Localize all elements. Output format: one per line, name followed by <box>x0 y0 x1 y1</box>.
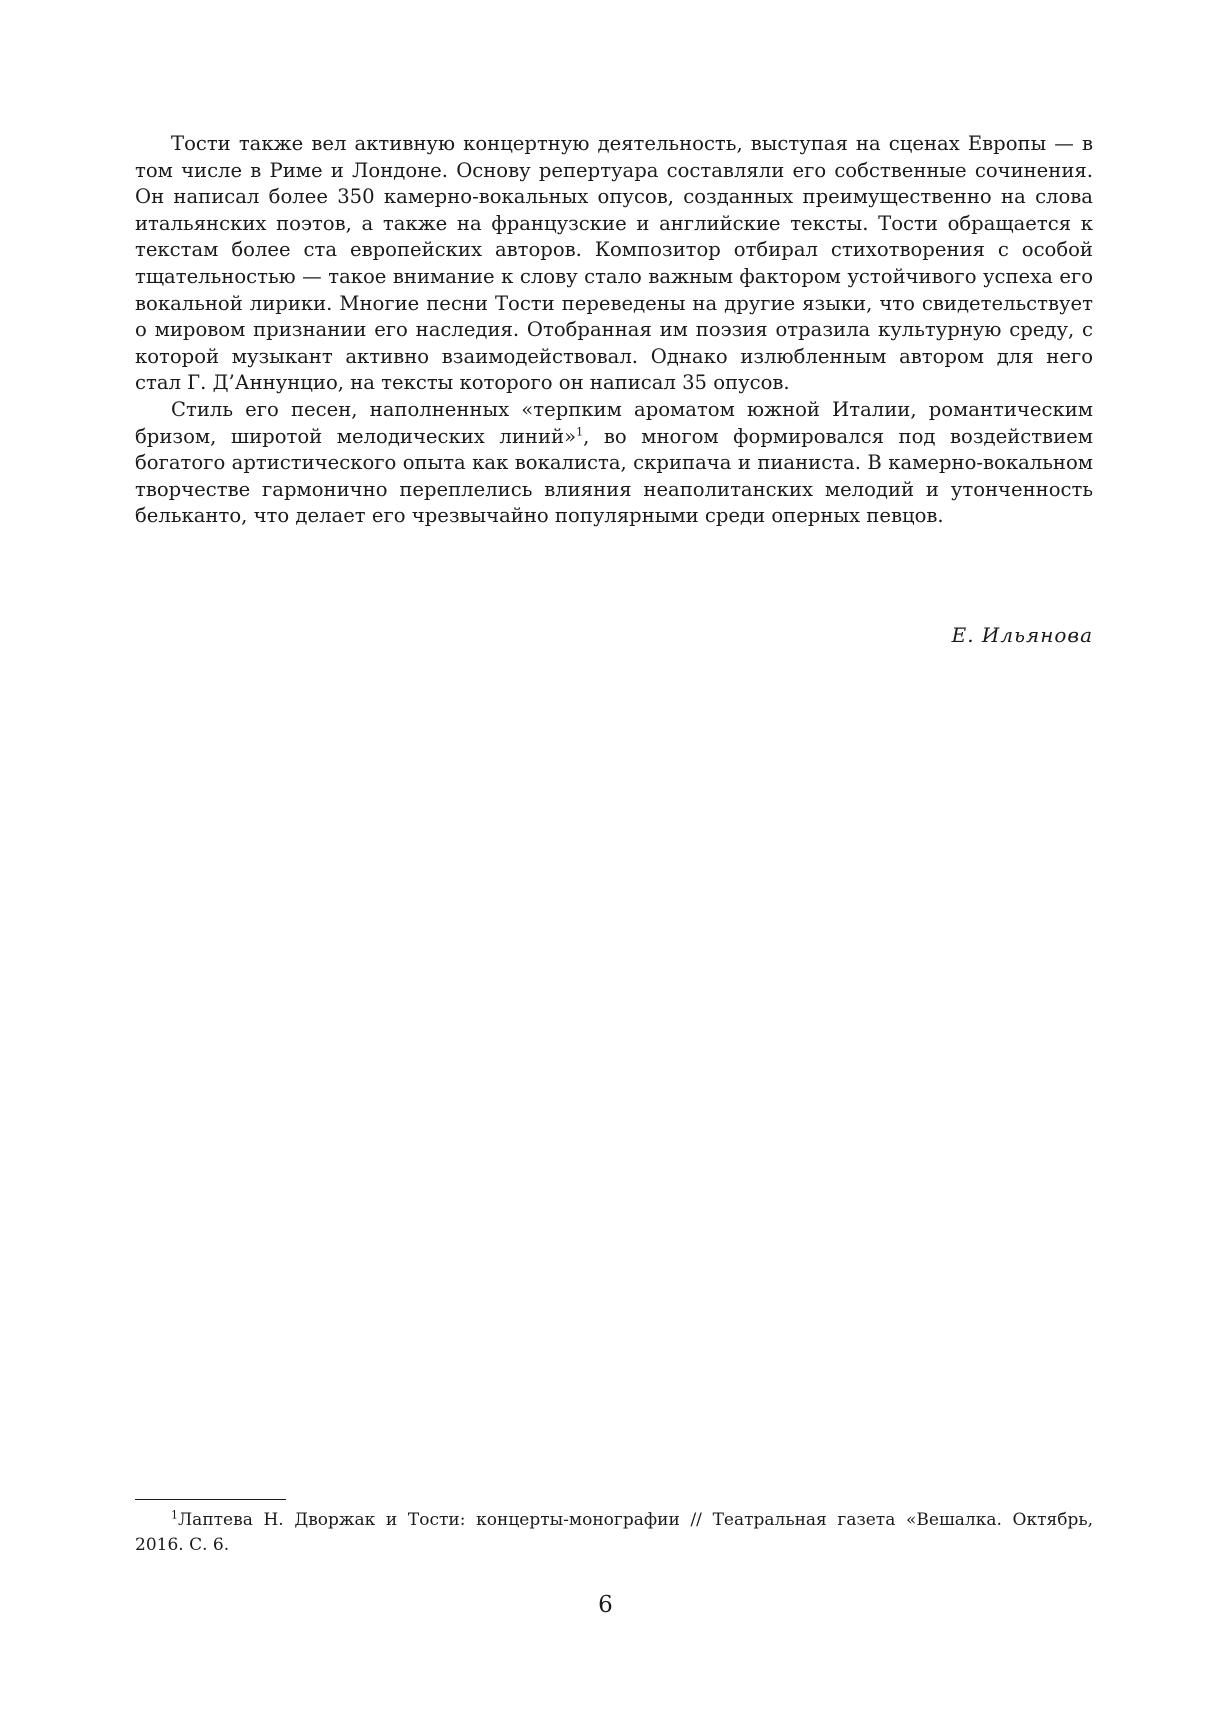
footnote-divider <box>135 1499 286 1500</box>
footnote <box>135 1508 1093 1558</box>
page-number: 6 <box>598 1592 613 1618</box>
paragraph-2-quote: Стиль его песен, наполненных «терпким ароматом южной Италии, романтическим бризом, широтой мелодических линий» <box>135 397 1093 448</box>
paragraph-2 <box>135 397 1093 530</box>
footnote-reference[interactable]: 1 <box>576 425 584 438</box>
footnote-entry <box>135 1508 1093 1558</box>
paragraph-2-rest: , во многом формировался под воздействием богатого артистического опыта как вокалиста, скрипача и пианиста. В камерно-вокальном творчестве гармонично переплелись влияния неаполитанских мелодий и утонченность бельканто, что делает его чрезвычайно популярными среди оперных певцов. <box>135 424 1093 528</box>
footnote-number: 1 <box>171 1508 178 1522</box>
body-text <box>135 131 1093 530</box>
paragraph-1: Тости также вел активную концертную деятельность, выступая на сценах Европы — в том числе в Риме и Лондоне. Основу репертуара составляли его собственные сочинения. Он написал более 350 камерно-вокальных опусов, созданных преимущественно на слова итальянских поэтов, а также на французские и английские тексты. Тости обращается к текстам более ста европейских авторов. Композитор отбирал стихотворения с особой тщательностью — такое внимание к слову стало важным фактором устойчивого успеха его вокальной лирики. Многие песни Тости переведены на другие языки, что свидетельствует о мировом признании его наследия. Отобранная им поэзия отразила культурную среду, с которой музыкант активно взаимодействовал. Однако излюбленным автором для него стал Г. Д’Аннунцио, на тексты которого он написал 35 опусов. <box>135 132 1093 395</box>
author-signature: Е. Ильянова <box>951 623 1093 647</box>
footnote-text: Лаптева Н. Дворжак и Тости: концерты-монографии // Театральная газета «Вешалка. Октябрь, 2016. С. 6. <box>135 1510 1093 1555</box>
